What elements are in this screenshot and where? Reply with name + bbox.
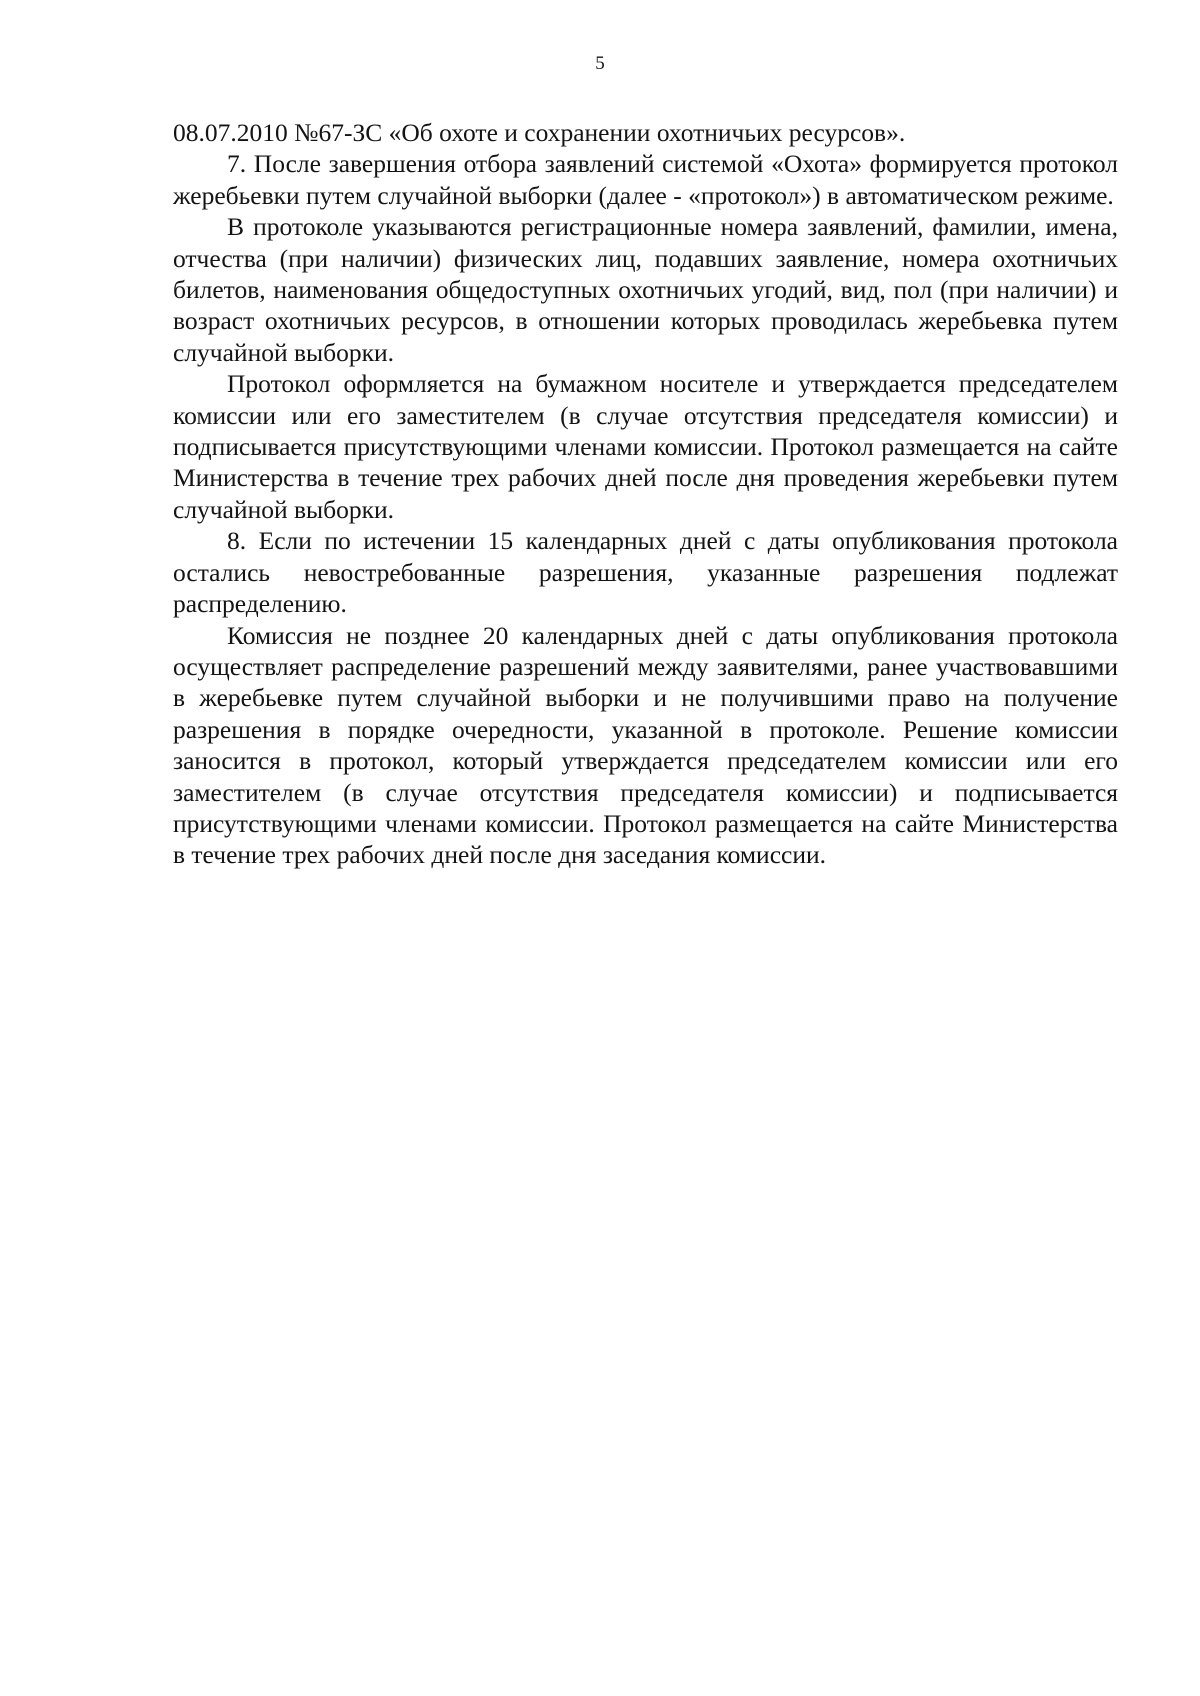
- page-number: 5: [595, 53, 605, 74]
- paragraph-item-7: 7. После завершения отбора заявлений системой «Охота» формируется протокол жеребьевки путем случайной выборки (далее - «протокол») в автоматическом режиме.: [173, 149, 1118, 210]
- paragraph-commission-distribution: Комиссия не позднее 20 календарных дней с даты опубликования протокола осуществляет распределение разрешений между заявителями, ранее участвовавшими в жеребьевке путем случайной выборки и не получившими право на получение разрешения в порядке очередности, указанной в протоколе. Решение комиссии заносится в протокол, который утверждается председателем комиссии или его заместителем (в случае отсутствия председателя комиссии) и подписывается присутствующими членами комиссии. Протокол размещается на сайте Министерства в течение трех рабочих дней после дня заседания комиссии.: [173, 620, 1118, 870]
- paragraph-protocol-approval: Протокол оформляется на бумажном носителе и утверждается председателем комиссии или его заместителем (в случае отсутствия председателя комиссии) и подписывается присутствующими членами комиссии. Протокол размещается на сайте Министерства в течение трех рабочих дней после дня проведения жеребьевки путем случайной выборки.: [173, 369, 1118, 524]
- paragraph-law-reference: 08.07.2010 №67-ЗС «Об охоте и сохранении охотничьих ресурсов».: [173, 118, 906, 147]
- document-body: [173, 117, 1118, 871]
- paragraph-protocol-contents: В протоколе указываются регистрационные номера заявлений, фамилии, имена, отчества (при наличии) физических лиц, подавших заявление, номера охотничьих билетов, наименования общедоступных охотничьих угодий, вид, пол (при наличии) и возраст охотничьих ресурсов, в отношении которых проводилась жеребьевка путем случайной выборки.: [173, 212, 1118, 367]
- paragraph-item-8: 8. Если по истечении 15 календарных дней с даты опубликования протокола остались невостребованные разрешения, указанные разрешения подлежат распределению.: [173, 526, 1118, 619]
